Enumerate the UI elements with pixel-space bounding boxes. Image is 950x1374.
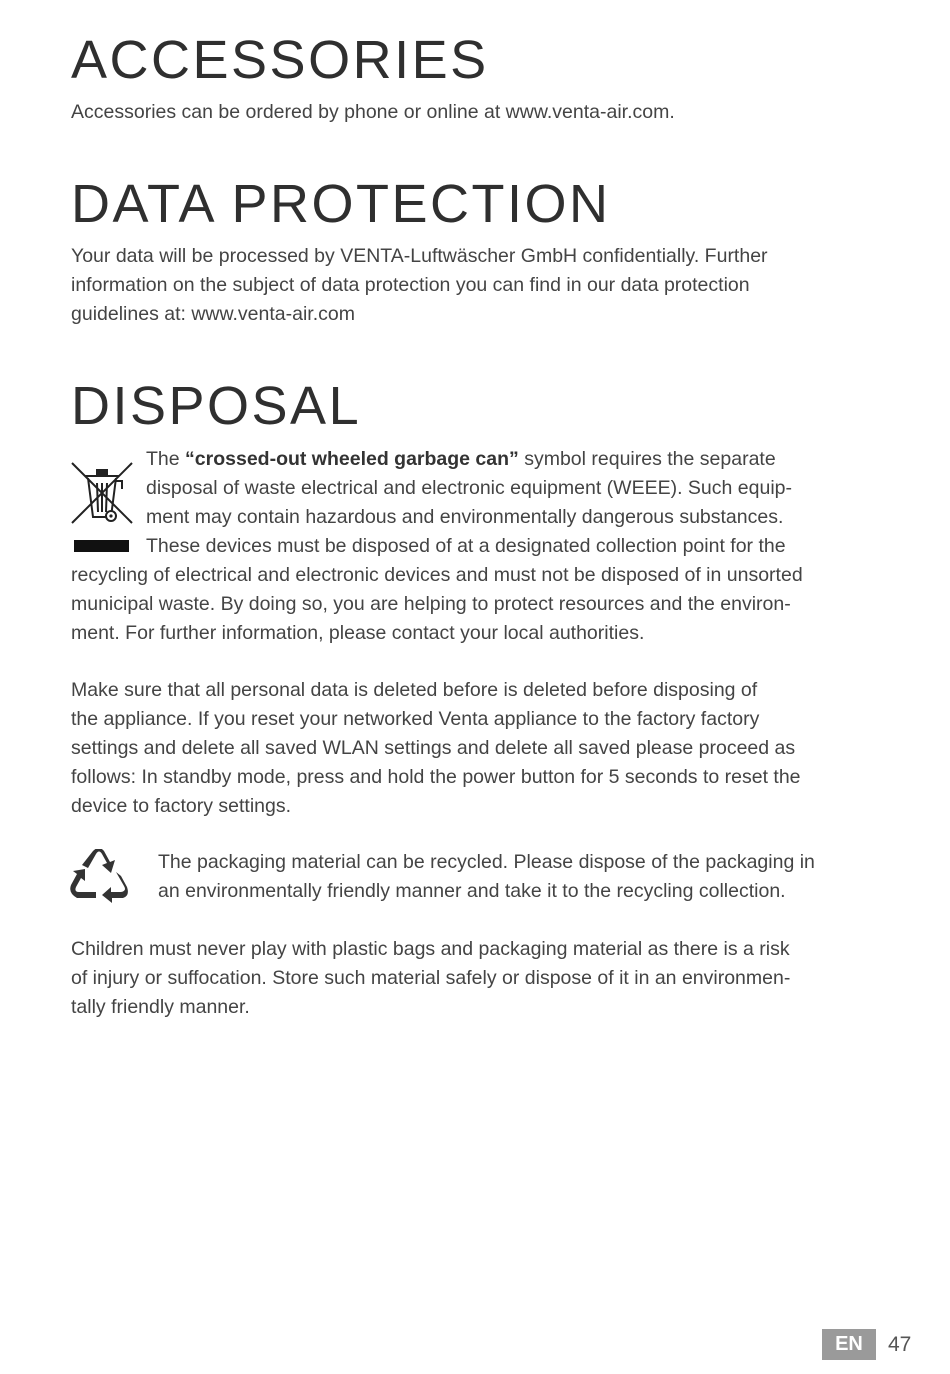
text-line: guidelines at: www.venta-air.com <box>71 303 355 325</box>
personal-data-text <box>71 676 801 821</box>
text-line: of injury or suffocation. Store such material safely or dispose of it in an environmen- <box>71 967 791 989</box>
text-line: an environmentally friendly manner and take it to the recycling collection. <box>158 880 786 902</box>
accessories-heading: ACCESSORIES <box>71 30 489 90</box>
text-line: information on the subject of data protection you can find in our data protection <box>71 274 750 296</box>
text-line: recycling of electrical and electronic devices and must not be disposed of in unsorted <box>71 564 803 586</box>
text-line: The packaging material can be recycled. Please dispose of the packaging in <box>158 851 815 873</box>
data-protection-text <box>71 242 768 329</box>
disposal-heading: DISPOSAL <box>71 376 362 436</box>
bold-symbol-name: “crossed-out wheeled garbage can” <box>185 448 519 470</box>
text-line: ment may contain hazardous and environmentally dangerous substances. <box>146 506 784 528</box>
text-line: Your data will be processed by VENTA-Luftwäscher GmbH confidentially. Further <box>71 245 768 267</box>
children-warning-text <box>71 935 790 1022</box>
text-line: settings and delete all saved WLAN settings and delete all saved please proceed as <box>71 737 796 759</box>
page-number: 47 <box>888 1332 912 1356</box>
text-line: ment. For further information, please contact your local authorities. <box>71 622 645 644</box>
text-line: municipal waste. By doing so, you are helping to protect resources and the environ- <box>71 593 791 615</box>
text-line: disposal of waste electrical and electronic equipment (WEEE). Such equip- <box>146 477 792 499</box>
text-line: These devices must be disposed of at a designated collection point for the <box>146 535 786 557</box>
data-protection-heading: DATA PROTECTION <box>71 174 611 234</box>
text-line: tally friendly manner. <box>71 996 250 1018</box>
text-line: Children must never play with plastic bags and packaging material as there is a risk <box>71 938 790 960</box>
text-line: Make sure that all personal data is deleted before is deleted before disposing of <box>71 679 758 701</box>
accessories-text: Accessories can be ordered by phone or online at www.venta-air.com. <box>71 101 675 123</box>
text-line: follows: In standby mode, press and hold the power button for 5 seconds to reset the <box>71 766 801 788</box>
text-line: the appliance. If you reset your networked Venta appliance to the factory factory <box>71 708 760 730</box>
packaging-text <box>71 848 815 906</box>
text-line: The “crossed-out wheeled garbage can” symbol requires the separate <box>146 448 776 470</box>
language-badge: EN <box>822 1329 876 1360</box>
weee-text <box>71 445 803 648</box>
text-line: device to factory settings. <box>71 795 292 817</box>
